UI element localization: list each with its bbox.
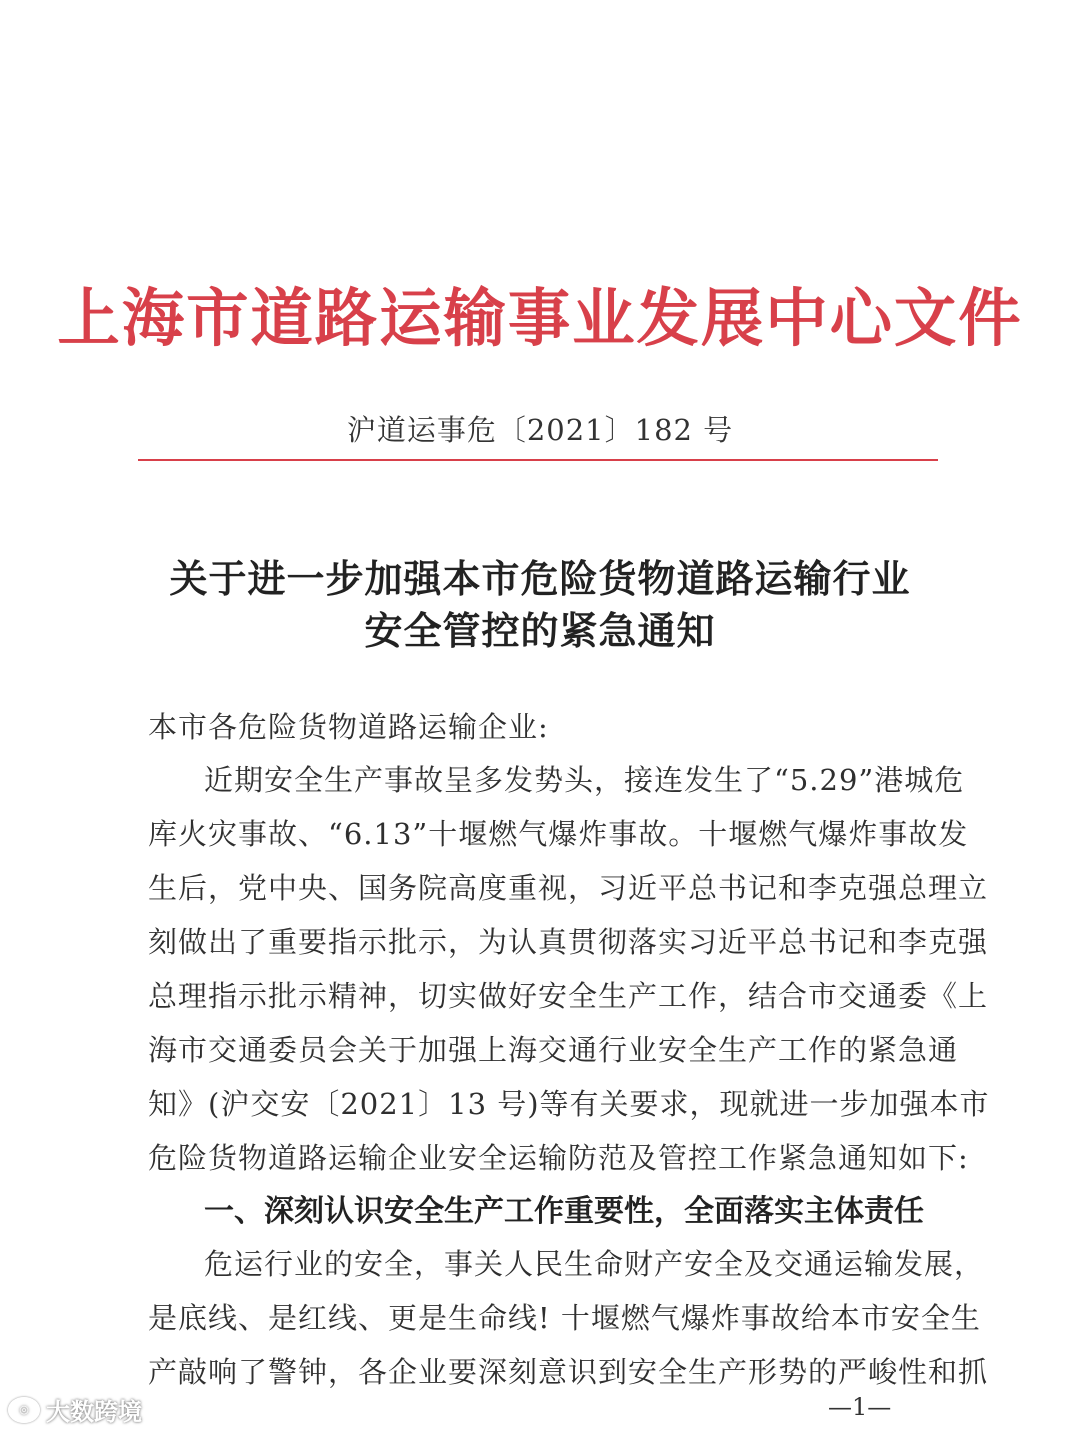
watermark — [8, 1392, 142, 1427]
salutation: 本市各危险货物道路运输企业: — [148, 710, 549, 744]
paragraph-line: 危运行业的安全，事关人民生命财产安全及交通运输发展， — [204, 1247, 985, 1281]
paragraph-line: 海市交通委员会关于加强上海交通行业安全生产工作的紧急通 — [148, 1033, 959, 1067]
page-number: —1— — [828, 1393, 892, 1421]
paragraph-line: 是底线、是红线、更是生命线! 十堰燃气爆炸事故给本市安全生 — [148, 1301, 981, 1335]
watermark-text: 大数跨境 — [46, 1398, 142, 1426]
paragraph-line: 总理指示批示精神，切实做好安全生产工作，结合市交通委《上 — [148, 979, 989, 1013]
paragraph-line: 危险货物道路运输企业安全运输防范及管控工作紧急通知如下: — [148, 1141, 969, 1175]
section-heading: 一、深刻认识安全生产工作重要性，全面落实主体责任 — [204, 1194, 924, 1229]
paragraph-line: 库火灾事故、“6.13”十堰燃气爆炸事故。十堰燃气爆炸事故发 — [148, 817, 969, 851]
paragraph-line: 知》(沪交安〔2021〕13 号)等有关要求，现就进一步加强本市 — [148, 1087, 990, 1121]
red-divider — [138, 459, 938, 461]
paragraph-line: 生后，党中央、国务院高度重视，习近平总书记和李克强总理立 — [148, 871, 989, 905]
paragraph-line: 刻做出了重要指示批示，为认真贯彻落实习近平总书记和李克强 — [148, 925, 989, 959]
org-title: 上海市道路运输事业发展中心文件 — [57, 282, 1023, 355]
logo-icon: ◎ — [8, 1397, 40, 1423]
doc-number: 沪道运事危〔2021〕182 号 — [346, 413, 734, 447]
paragraph-line: 产敲响了警钟，各企业要深刻意识到安全生产形势的严峻性和抓 — [148, 1355, 989, 1389]
notice-title-line-1: 关于进一步加强本市危险货物道路运输行业 — [169, 557, 911, 601]
notice-title-line-2: 安全管控的紧急通知 — [364, 609, 716, 653]
paragraph-line: 近期安全生产事故呈多发势头，接连发生了“5.29”港城危 — [204, 763, 965, 797]
